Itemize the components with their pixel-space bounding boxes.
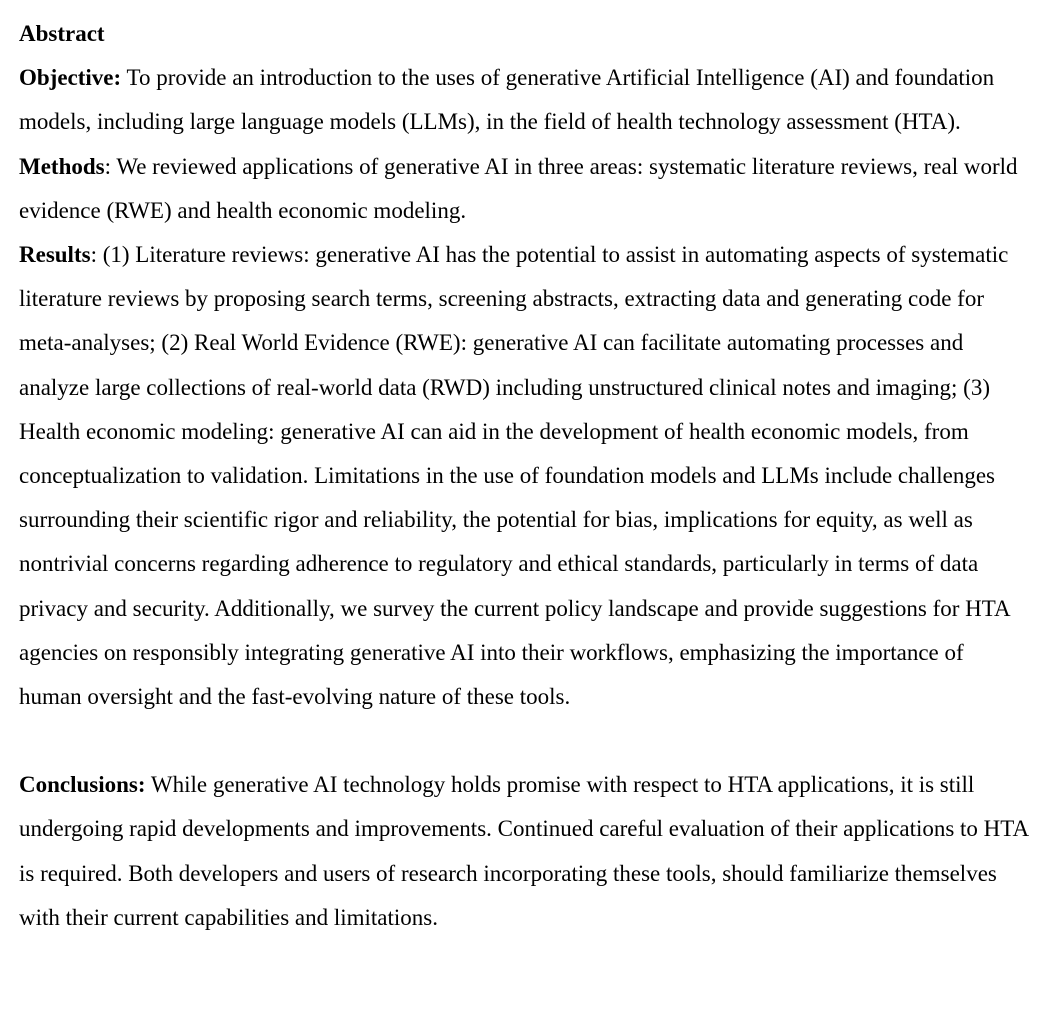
paragraph-gap bbox=[19, 719, 1031, 763]
methods-label: Methods bbox=[19, 153, 105, 179]
results-text: : (1) Literature reviews: generative AI has the potential to assist in automating aspects of systematic literature reviews by proposing search terms, screening abstracts, extracting data and generating code for meta-analyses; (2) Real World Evidence (RWE): generative AI can facilitate automating processes and analyze large collections of real-world data (RWD) including unstructured clinical notes and imaging; (3) Health economic modeling: generative AI can aid in the development of health economic models, from conceptualization to validation. Limitations in the use of foundation models and LLMs include challenges surrounding their scientific rigor and reliability, the potential for bias, implications for equity, as well as nontrivial concerns regarding adherence to regulatory and ethical standards, particularly in terms of data privacy and security. Additionally, we survey the current policy landscape and provide suggestions for HTA agencies on responsibly integrating generative AI into their workflows, emphasizing the importance of human oversight and the fast-evolving nature of these tools. bbox=[19, 242, 1010, 710]
results-label: Results bbox=[19, 242, 91, 268]
results-paragraph bbox=[19, 233, 1031, 719]
methods-text: : We reviewed applications of generative AI in three areas: systematic literature reviews, real world evidence (RWE) and health economic modeling. bbox=[19, 153, 1018, 223]
abstract-section bbox=[19, 12, 1031, 940]
conclusions-text: While generative AI technology holds promise with respect to HTA applications, it is still undergoing rapid developments and improvements. Continued careful evaluation of their applications to HTA is required. Both developers and users of research incorporating these tools, should familiarize themselves with their current capabilities and limitations. bbox=[19, 772, 1028, 930]
objective-text: To provide an introduction to the uses of generative Artificial Intelligence (AI) and foundation models, including large language models (LLMs), in the field of health technology assessment (HTA). bbox=[19, 65, 995, 135]
conclusions-label: Conclusions: bbox=[19, 772, 146, 798]
methods-paragraph bbox=[19, 145, 1031, 233]
conclusions-paragraph bbox=[19, 763, 1031, 940]
objective-label: Objective: bbox=[19, 65, 122, 91]
objective-paragraph bbox=[19, 56, 1031, 144]
abstract-heading: Abstract bbox=[19, 21, 105, 46]
